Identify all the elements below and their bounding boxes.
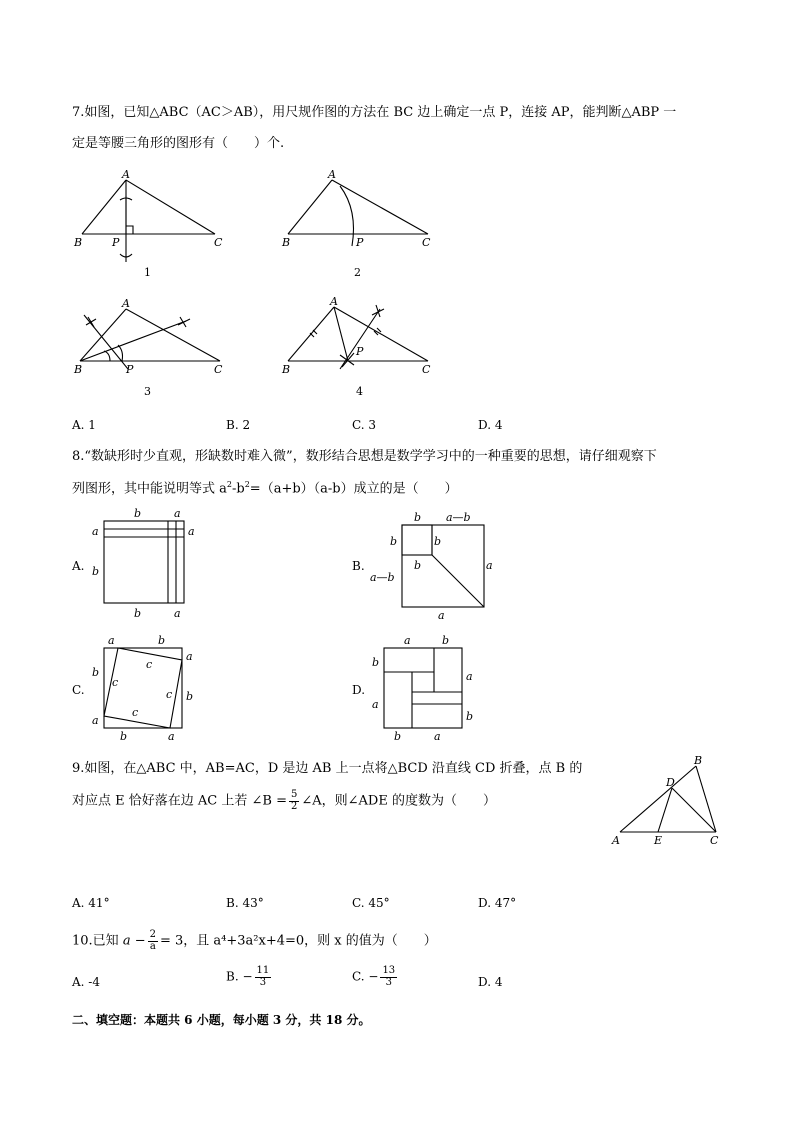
- q9-line1: 9.如图，在△ABC 中，AB=AC，D 是边 AB 上一点将△BCD 沿直线 CD 折叠，点 B 的: [72, 761, 583, 776]
- q7-f4-label-a: A: [330, 295, 338, 308]
- q7-f3-label-c: C: [214, 363, 223, 376]
- q8a-left-b: b: [92, 565, 100, 578]
- q7-option-b[interactable]: B. 2: [226, 418, 251, 432]
- q10-frac-den: a: [149, 940, 156, 952]
- q9-option-c[interactable]: C. 45°: [352, 896, 390, 910]
- q8-line2-mid: -b: [231, 481, 245, 497]
- q10-optb-num: 11: [256, 965, 270, 976]
- q10-optb-den: 3: [259, 976, 267, 988]
- q8-line1: 8.“数缺形时少直观，形缺数时难入微”，数形结合思想是数学学习中的一种重要的思想，请仔细观察下: [72, 449, 657, 464]
- q9-frac-den: 2: [290, 800, 298, 812]
- q8-line2-post: =（a+b）（a-b）成立的是（ ）: [249, 481, 458, 497]
- q8d-right-b: b: [466, 710, 474, 723]
- q9-label-e: E: [654, 834, 663, 847]
- q8b-bottom-a: a: [438, 609, 445, 622]
- q8a-right-a: a: [188, 525, 195, 538]
- q8-option-c-letter[interactable]: C.: [72, 683, 85, 697]
- q10-pre: 10.已知: [72, 933, 119, 949]
- q7-f1-label-c: C: [214, 236, 223, 249]
- q8c-inner-c2: c: [112, 676, 119, 689]
- q9-line2-post: ∠A，则∠ADE 的度数为（ ）: [301, 793, 496, 809]
- q10-optc-fraction: [380, 966, 397, 988]
- q7-f1-label-b: B: [74, 236, 83, 249]
- q8d-top-b: b: [442, 634, 450, 647]
- q8d-bottom-b: b: [394, 730, 402, 743]
- q7-figure-2: [280, 168, 450, 278]
- q7-option-d[interactable]: D. 4: [478, 418, 503, 432]
- q10-optc-den: 3: [385, 976, 392, 988]
- q10-post: ，且 a⁴+3a²x+4=0，则 x 的值为（ ）: [183, 933, 437, 949]
- q9-option-d[interactable]: D. 47°: [478, 896, 517, 910]
- q8-figure-a: [90, 505, 200, 620]
- q9-line2: [72, 790, 496, 812]
- q9-label-a: A: [612, 834, 620, 847]
- q8a-bottom-a: a: [174, 607, 181, 620]
- q7-f3-label-b: B: [74, 363, 83, 376]
- q10-optb-pre: B. −: [226, 969, 253, 984]
- q7-f2-label-p: P: [356, 236, 364, 249]
- q8-figure-c: [90, 632, 210, 742]
- q7-f4-label-b: B: [282, 363, 291, 376]
- q7-f4-label-p: P: [356, 345, 364, 358]
- q10-optc-num: 13: [382, 965, 396, 976]
- q9-frac-num: 5: [290, 789, 298, 800]
- q8-figure-d: [368, 632, 498, 742]
- q8-option-b-letter[interactable]: B.: [352, 559, 365, 573]
- q8d-right-a: a: [466, 670, 473, 683]
- q8a-top-a: a: [174, 507, 181, 520]
- q8d-left-b: b: [372, 656, 380, 669]
- q7-f2-label-b: B: [282, 236, 291, 249]
- q8c-inner-c1: c: [146, 658, 153, 671]
- q8-line2-pre: 列图形，其中能说明等式 a: [72, 481, 227, 497]
- q10-option-d[interactable]: D. 4: [478, 975, 503, 989]
- q7-f4-number: 4: [356, 385, 363, 398]
- q8-option-a-letter[interactable]: A.: [72, 559, 85, 573]
- q10-fraction: [148, 930, 158, 952]
- q8a-top-b: b: [134, 507, 142, 520]
- q7-f2-label-a: A: [328, 168, 336, 181]
- q10-expr-eq: = 3: [159, 933, 184, 949]
- q7-option-c[interactable]: C. 3: [352, 418, 377, 432]
- q9-line2-pre: 对应点 E 恰好落在边 AC 上若 ∠B =: [72, 793, 287, 809]
- q8-sup-2: 2: [244, 480, 250, 489]
- q10-optb-fraction: [255, 966, 272, 988]
- q8a-bottom-b: b: [134, 607, 142, 620]
- q7-f1-label-p: P: [112, 236, 120, 249]
- q8d-bottom-a: a: [434, 730, 441, 743]
- q8c-inner-c4: c: [132, 706, 139, 719]
- q7-line2: 定是等腰三角形的图形有（ ）个.: [72, 136, 285, 151]
- q8b-inner-b1: b: [434, 535, 442, 548]
- q8b-top-b: b: [414, 511, 422, 524]
- q9-figure: [606, 756, 736, 846]
- q8b-right-a: a: [486, 559, 493, 572]
- q8c-bottom-b: b: [120, 730, 128, 743]
- q7-figure-3: [70, 295, 240, 405]
- q10-option-a[interactable]: A. -4: [72, 975, 100, 989]
- q7-f3-number: 3: [144, 385, 151, 398]
- q9-option-b[interactable]: B. 43°: [226, 896, 264, 910]
- q10-option-c[interactable]: [352, 966, 399, 988]
- q8c-left-a: a: [92, 714, 99, 727]
- q8c-left-b: b: [92, 666, 100, 679]
- q8c-top-b: b: [158, 634, 166, 647]
- q10-frac-num: 2: [149, 929, 156, 940]
- q8-line2: [72, 481, 458, 495]
- q10-line: [72, 930, 437, 952]
- q10-optc-pre: C. −: [352, 969, 379, 984]
- q8c-bottom-a: a: [168, 730, 175, 743]
- q8c-right-b: b: [186, 690, 194, 703]
- q7-line1: 7.如图，已知△ABC（AC＞AB），用尺规作图的方法在 BC 边上确定一点 P，连接 AP，能判断△ABP 一: [72, 105, 677, 120]
- q7-option-a[interactable]: A. 1: [72, 418, 96, 432]
- q8b-top-amb: a—b: [446, 511, 471, 524]
- q9-label-b: B: [694, 754, 703, 767]
- q7-f1-number: 1: [144, 266, 151, 279]
- q9-label-c: C: [710, 834, 719, 847]
- q8d-left-a: a: [372, 698, 379, 711]
- q8-option-d-letter[interactable]: D.: [352, 683, 366, 697]
- q7-f3-label-p: P: [126, 363, 134, 376]
- q9-option-a[interactable]: A. 41°: [72, 896, 110, 910]
- q10-option-b[interactable]: [226, 966, 273, 988]
- q7-f2-label-c: C: [422, 236, 431, 249]
- q8b-left-amb: a—b: [370, 571, 395, 584]
- q8b-left-b: b: [390, 535, 398, 548]
- q8-figure-b: [368, 505, 498, 622]
- q8d-top-a: a: [404, 634, 411, 647]
- q7-f3-label-a: A: [122, 297, 130, 310]
- q9-fraction: [289, 790, 299, 812]
- q8c-inner-c3: c: [166, 688, 173, 701]
- q7-figure-1: [70, 168, 240, 278]
- q8a-left-a: a: [92, 525, 99, 538]
- q7-f2-number: 2: [354, 266, 361, 279]
- q10-expr-a: a −: [122, 933, 146, 949]
- q8c-right-a: a: [186, 650, 193, 663]
- q7-f4-label-c: C: [422, 363, 431, 376]
- q8b-inner-b2: b: [414, 559, 422, 572]
- section-2-heading: 二、填空题：本题共 6 小题，每小题 3 分，共 18 分。: [72, 1013, 371, 1027]
- q9-label-d: D: [666, 776, 675, 789]
- q8-sup-1: 2: [226, 480, 232, 489]
- q7-figure-4: [280, 295, 450, 405]
- q7-f1-label-a: A: [122, 168, 130, 181]
- q8c-top-a: a: [108, 634, 115, 647]
